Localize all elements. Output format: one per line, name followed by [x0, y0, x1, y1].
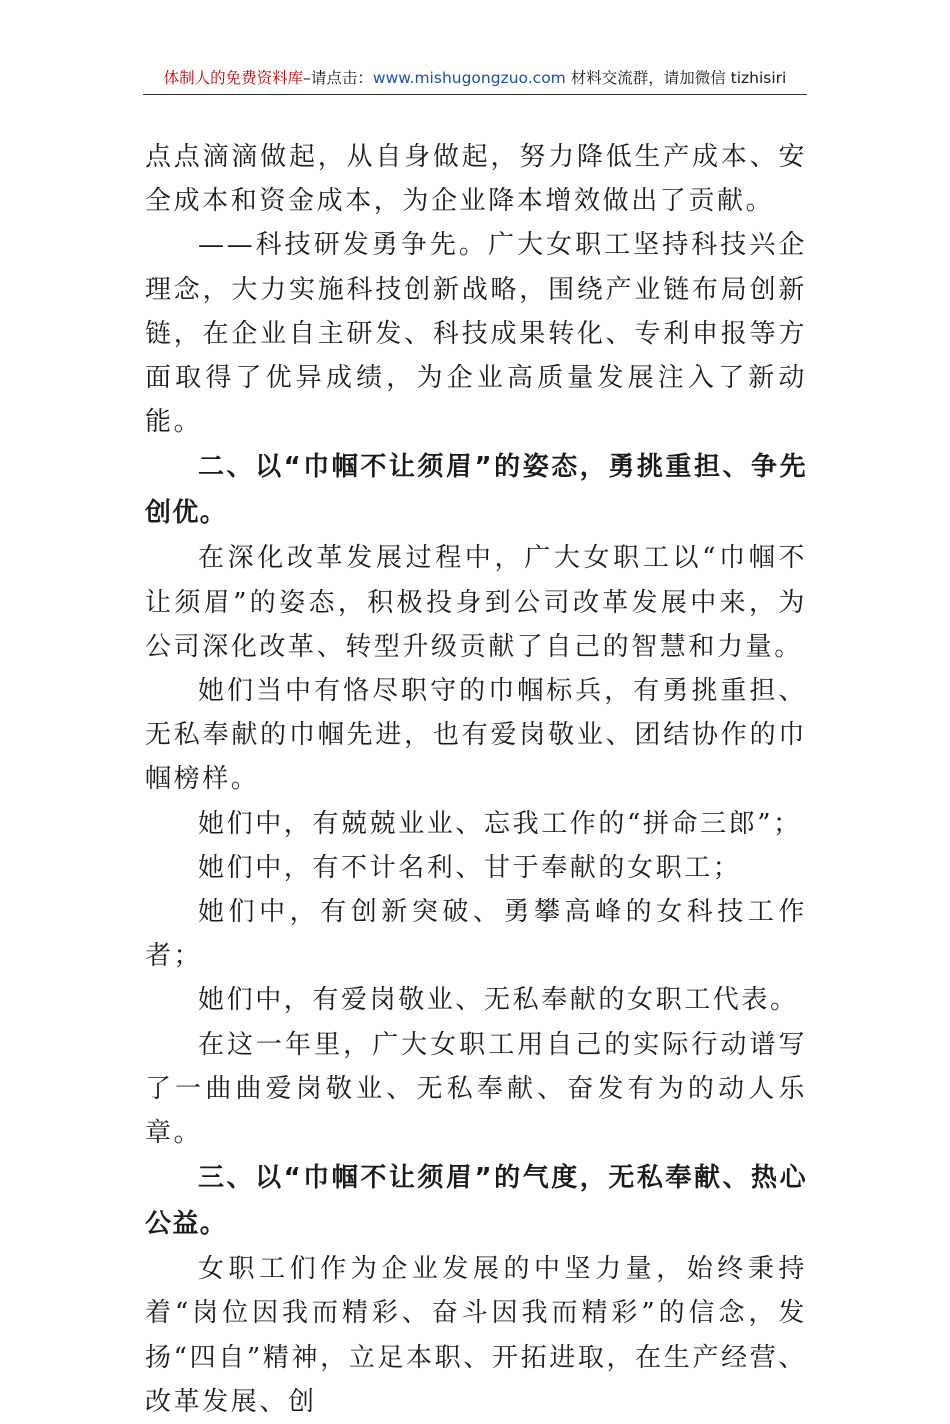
page-header [143, 62, 807, 95]
header-prompt: –请点击： [303, 69, 373, 87]
paragraph-this-year: 在这一年里，广大女职工用自己的实际行动谱写了一曲曲爱岗敬业、无私奉献、奋发有为的动人乐章。 [145, 1029, 807, 1149]
list-item: 她们中，有不计名利、甘于奉献的女职工； [198, 852, 742, 883]
section-heading-3: 三、以“巾帼不让须眉”的气度，无私奉献、热心公益。 [145, 1163, 807, 1240]
header-contact-note: 材料交流群，请加微信 tizhisiri [565, 69, 787, 87]
section-heading-2: 二、以“巾帼不让须眉”的姿态，勇挑重担、争先创优。 [145, 452, 807, 529]
paragraph-continuation: 点点滴滴做起，从自身做起，努力降低生产成本、安全成本和资金成本，为企业降本增效做出了贡献。 [145, 142, 807, 217]
list-item: 她们中，有兢兢业业、忘我工作的“拼命三郎”； [198, 808, 802, 839]
header-site-name: 体制人的免费资料库 [163, 69, 304, 87]
header-url-link[interactable]: www.mishugongzuo.com [372, 69, 566, 87]
list-item: 她们中，有创新突破、勇攀高峰的女科技工作者； [145, 897, 807, 972]
paragraph-reform: 在深化改革发展过程中，广大女职工以“巾帼不让须眉”的姿态，积极投身到公司改革发展中来，为公司深化改革、转型升级贡献了自己的智慧和力量。 [145, 543, 807, 662]
list-item: 她们中，有爱岗敬业、无私奉献的女职工代表。 [198, 985, 799, 1016]
paragraph-backbone: 女职工们作为企业发展的中坚力量，始终秉持着“岗位因我而精彩、奋斗因我而精彩”的信念，发扬“四自”精神，立足本职、开拓进取，在生产经营、改革发展、创 [145, 1254, 807, 1417]
paragraph-tech-rd: ——科技研发勇争先。广大女职工坚持科技兴企理念，大力实施科技创新战略，围绕产业链布局创新链，在企业自主研发、科技成果转化、专利申报等方面取得了优异成绩，为企业高质量发展注入了新动能。 [145, 230, 807, 438]
document-body [145, 135, 807, 1424]
paragraph-role-models: 她们当中有恪尽职守的巾帼标兵，有勇挑重担、无私奉献的巾帼先进，也有爱岗敬业、团结协作的巾帼榜样。 [145, 676, 807, 795]
